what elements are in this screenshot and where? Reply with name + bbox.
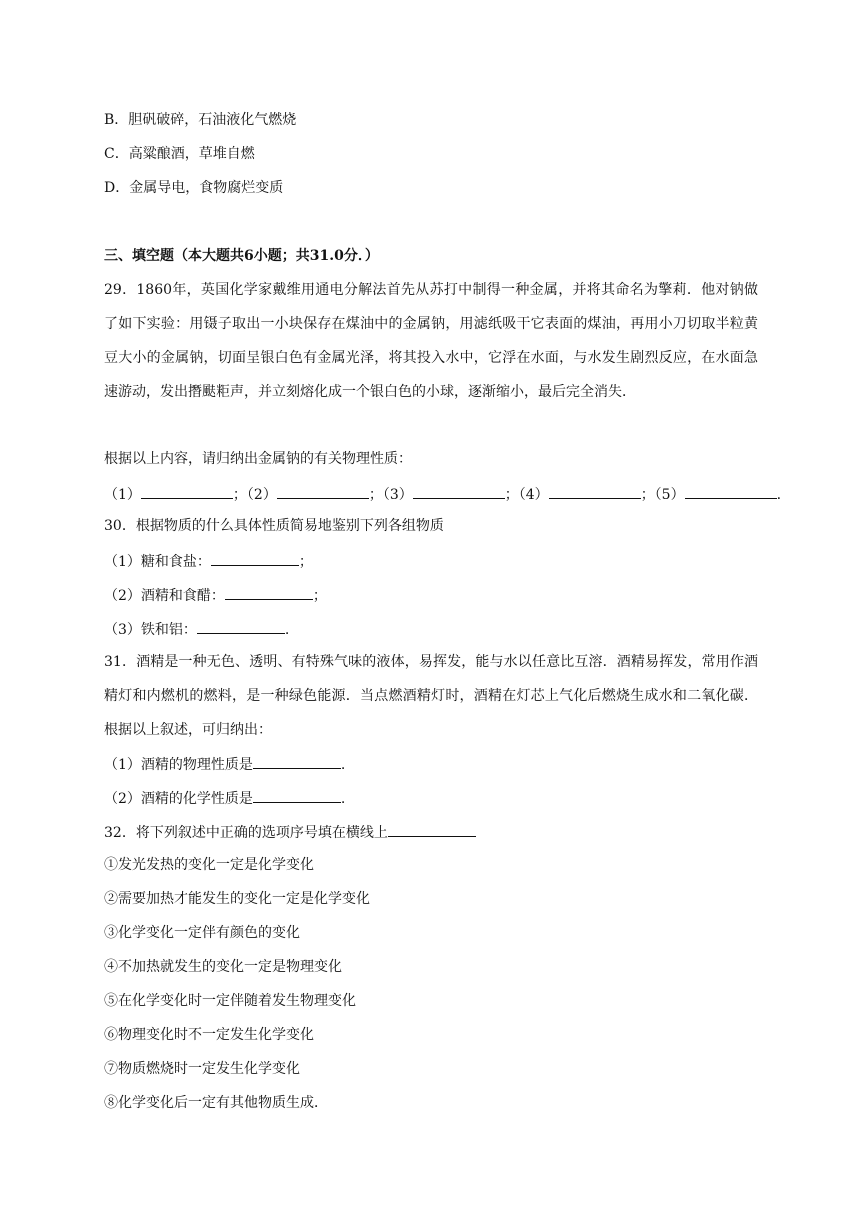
answer-blank[interactable] xyxy=(211,550,299,566)
option-b: B．胆矾破碎，石油液化气燃烧 xyxy=(104,112,297,128)
answer-blank[interactable] xyxy=(253,753,341,769)
question-30-item-2 xyxy=(104,584,327,606)
question-31-item-1 xyxy=(104,753,345,775)
blank-end: . xyxy=(776,487,782,503)
question-29-text: 29．1860年，英国化学家戴维用通电分解法首先从苏打中制得一种金属，并将其命名为擎莉．他对钠做了如下实验：用镊子取出一小块保存在煤油中的金属钠，用滤纸吸干它表面的煤油，再用小刀切取半粒黄豆大小的金属钠，切面呈银白色有金属光泽，将其投入水中，它浮在水面，与水发生剧烈反应，在水面急速游动，发出撍颫粔声，并立刻熔化成一个银白色的小球，逐渐缩小，最后完全消失． xyxy=(104,282,758,400)
answer-blank-1[interactable] xyxy=(141,483,233,499)
item-label: （2）酒精的化学性质是 xyxy=(104,791,253,807)
answer-blank[interactable] xyxy=(253,787,341,803)
choice-4: ④不加热就发生的变化一定是物理变化 xyxy=(104,959,342,975)
choice-1: ①发光发热的变化一定是化学变化 xyxy=(104,857,314,873)
answer-blank[interactable] xyxy=(388,821,476,837)
question-32-text xyxy=(104,821,476,843)
blank-label-3: ；（3） xyxy=(368,487,413,503)
question-29-prompt: 根据以上内容，请归纳出金属钠的有关物理性质： xyxy=(104,451,412,467)
answer-blank-2[interactable] xyxy=(277,483,369,499)
question-32-stem: 32．将下列叙述中正确的选项序号填在横线上 xyxy=(104,825,388,841)
item-end: . xyxy=(340,757,346,773)
choice-2: ②需要加热才能发生的变化一定是化学变化 xyxy=(104,891,370,907)
item-end: ； xyxy=(312,588,327,604)
question-31-text: 31．酒精是一种无色、透明、有特殊气味的液体，易挥发，能与水以任意比互溶．酒精易挥发，常用作酒精灯和内燃机的燃料，是一种绿色能源．当点燃酒精灯时，酒精在灯芯上气化后燃烧生成水和二氧化碳．根据以上叙述，可归纳出： xyxy=(104,654,758,738)
choice-3: ③化学变化一定伴有颜色的变化 xyxy=(104,925,300,941)
blank-label-2: ；（2） xyxy=(232,487,277,503)
answer-blank-4[interactable] xyxy=(549,483,641,499)
section-heading: 三、填空题（本大题共6小题；共31.0分．） xyxy=(104,248,379,264)
choice-6: ⑥物理变化时不一定发生化学变化 xyxy=(104,1027,314,1043)
item-label: （1）糖和食盐： xyxy=(104,554,211,570)
option-d: D．金属导电，食物腐烂变质 xyxy=(104,180,284,196)
answer-blank-5[interactable] xyxy=(685,483,777,499)
question-30-text: 30．根据物质的什么具体性质简易地鉴别下列各组物质 xyxy=(104,518,444,534)
blank-label-5: ；（5） xyxy=(640,487,685,503)
choice-5: ⑤在化学变化时一定伴随着发生物理变化 xyxy=(104,993,356,1009)
blank-label-4: ；（4） xyxy=(504,487,549,503)
item-end: . xyxy=(340,791,346,807)
item-label: （2）酒精和食醋： xyxy=(104,588,225,604)
item-label: （3）铁和铝： xyxy=(104,622,197,638)
question-29-blanks xyxy=(104,483,781,505)
item-end: ； xyxy=(298,554,313,570)
blank-label-1: （1） xyxy=(104,487,141,503)
option-c: C．高粱酿酒，草堆自燃 xyxy=(104,146,255,162)
question-30-item-1 xyxy=(104,550,313,572)
answer-blank[interactable] xyxy=(197,618,285,634)
choice-7: ⑦物质燃烧时一定发生化学变化 xyxy=(104,1061,300,1077)
answer-blank-3[interactable] xyxy=(413,483,505,499)
answer-blank[interactable] xyxy=(225,584,313,600)
question-30-item-3 xyxy=(104,618,289,640)
question-31-item-2 xyxy=(104,787,345,809)
item-end: . xyxy=(284,622,290,638)
choice-8: ⑧化学变化后一定有其他物质生成． xyxy=(104,1095,328,1111)
item-label: （1）酒精的物理性质是 xyxy=(104,757,253,773)
